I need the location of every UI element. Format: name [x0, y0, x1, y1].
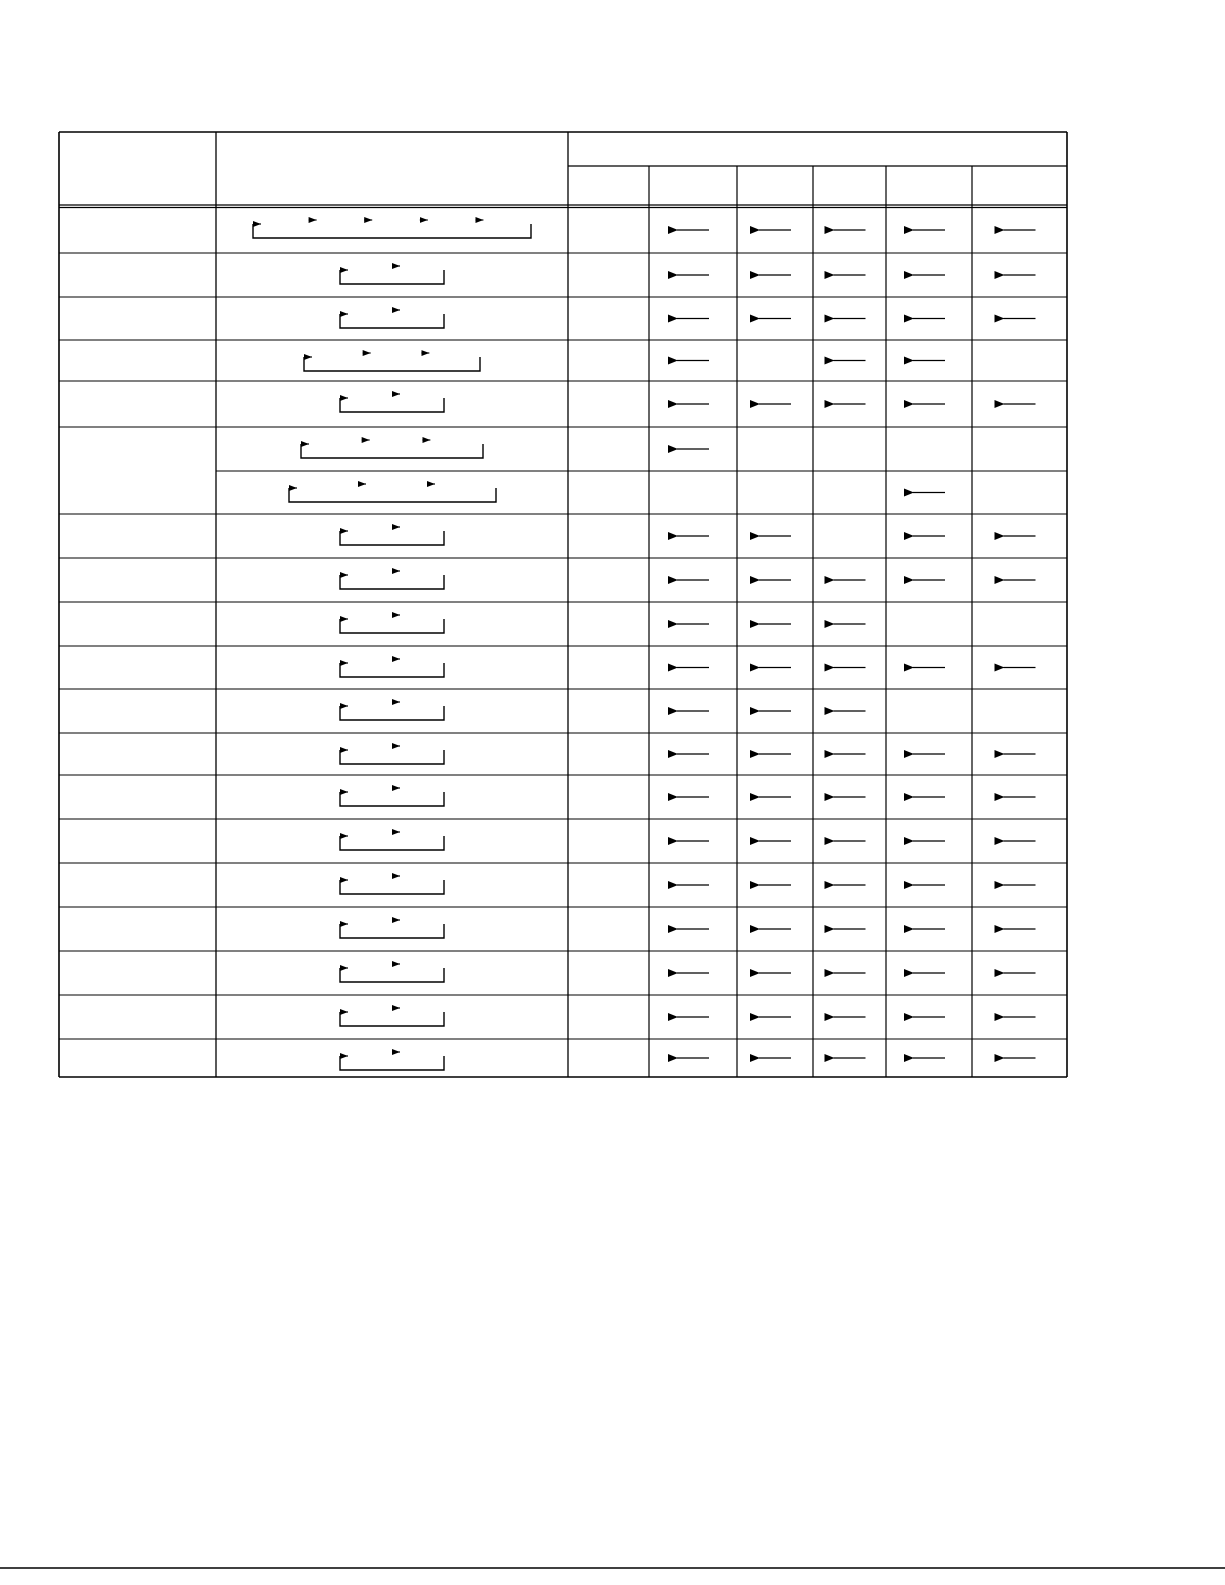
loop-bracket-icon	[340, 964, 444, 982]
table-row	[340, 527, 1036, 545]
loop-bracket-icon	[340, 310, 444, 328]
loop-bracket-icon	[340, 615, 444, 633]
table-row	[340, 964, 1036, 982]
loop-bracket-line	[340, 792, 444, 806]
loop-bracket-icon	[340, 788, 444, 806]
loop-bracket-line	[340, 1056, 444, 1070]
loop-bracket-line	[340, 924, 444, 938]
table-row	[340, 615, 866, 633]
table-row	[340, 702, 866, 720]
loop-bracket-line	[340, 398, 444, 412]
loop-bracket-icon	[301, 440, 483, 458]
table-row	[340, 1052, 1036, 1070]
loop-bracket-icon	[340, 1052, 444, 1070]
loop-bracket-icon	[340, 659, 444, 677]
loop-bracket-icon	[340, 876, 444, 894]
loop-bracket-icon	[253, 220, 531, 238]
loop-bracket-icon	[340, 832, 444, 850]
loop-bracket-line	[340, 575, 444, 589]
loop-bracket-line	[340, 880, 444, 894]
loop-bracket-icon	[340, 746, 444, 764]
loop-bracket-line	[340, 314, 444, 328]
loop-bracket-line	[340, 663, 444, 677]
loop-bracket-line	[340, 1012, 444, 1026]
loop-bracket-icon	[289, 484, 496, 502]
table-row	[289, 484, 945, 502]
loop-bracket-line	[340, 270, 444, 284]
loop-bracket-line	[340, 619, 444, 633]
loop-bracket-line	[340, 750, 444, 764]
loop-bracket-line	[340, 531, 444, 545]
table-row	[340, 832, 1036, 850]
table-row	[340, 1008, 1036, 1026]
loop-bracket-icon	[340, 266, 444, 284]
loop-bracket-line	[289, 488, 496, 502]
loop-bracket-line	[340, 706, 444, 720]
table-row	[340, 659, 1036, 677]
table-row	[301, 440, 709, 458]
table-row	[304, 353, 945, 371]
loop-bracket-icon	[340, 920, 444, 938]
table-row	[340, 876, 1036, 894]
table-grid	[59, 132, 1067, 1077]
loop-bracket-line	[301, 444, 483, 458]
loop-bracket-icon	[340, 527, 444, 545]
table-content	[253, 220, 1036, 1070]
loop-bracket-icon	[340, 571, 444, 589]
loop-bracket-line	[304, 357, 480, 371]
loop-bracket-line	[253, 224, 531, 238]
loop-bracket-icon	[340, 702, 444, 720]
table-row	[253, 220, 1036, 238]
table-row	[340, 266, 1036, 284]
table-row	[340, 920, 1036, 938]
loop-bracket-icon	[340, 394, 444, 412]
table-row	[340, 310, 1036, 328]
loop-bracket-line	[340, 836, 444, 850]
loop-bracket-icon	[340, 1008, 444, 1026]
loop-bracket-line	[340, 968, 444, 982]
table-row	[340, 571, 1036, 589]
table-row	[340, 788, 1036, 806]
table-row	[340, 394, 1036, 412]
table-row	[340, 746, 1036, 764]
loop-bracket-icon	[304, 353, 480, 371]
